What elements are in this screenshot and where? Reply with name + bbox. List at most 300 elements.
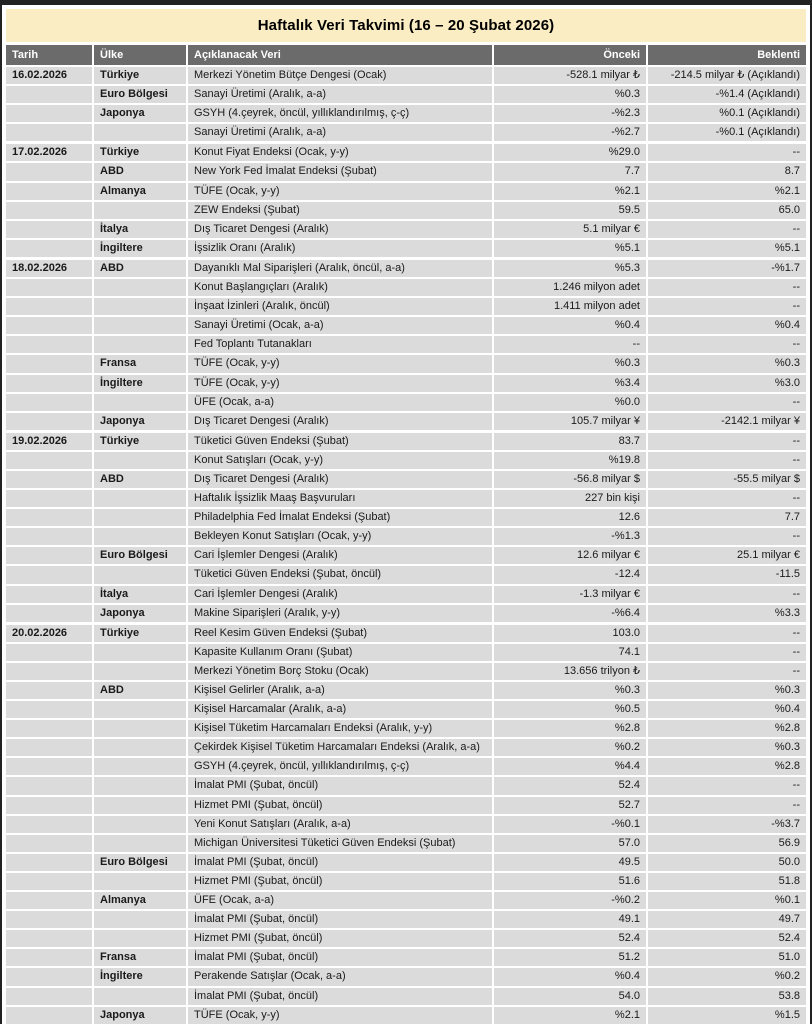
previous-cell: 54.0 bbox=[494, 988, 646, 1005]
previous-cell: %0.0 bbox=[494, 394, 646, 411]
previous-cell: 13.656 trilyon ₺ bbox=[494, 663, 646, 680]
country-cell bbox=[94, 988, 186, 1005]
table-row bbox=[6, 317, 806, 334]
country-cell bbox=[94, 701, 186, 718]
table-row bbox=[6, 797, 806, 814]
table-row bbox=[6, 509, 806, 526]
table-row bbox=[6, 663, 806, 680]
expectation-cell: -- bbox=[648, 625, 806, 642]
indicator-cell: TÜFE (Ocak, y-y) bbox=[188, 355, 492, 372]
country-cell bbox=[94, 124, 186, 141]
table-row bbox=[6, 124, 806, 141]
indicator-cell: Kişisel Tüketim Harcamaları Endeksi (Aralık, y-y) bbox=[188, 720, 492, 737]
date-cell bbox=[6, 298, 92, 315]
table-row bbox=[6, 911, 806, 928]
expectation-cell: -%0.1 (Açıklandı) bbox=[648, 124, 806, 141]
expectation-cell: -- bbox=[648, 777, 806, 794]
indicator-cell: İşsizlik Oranı (Aralık) bbox=[188, 240, 492, 257]
expectation-cell: 51.8 bbox=[648, 873, 806, 890]
country-cell: İtalya bbox=[94, 586, 186, 603]
country-cell bbox=[94, 394, 186, 411]
indicator-cell: New York Fed İmalat Endeksi (Şubat) bbox=[188, 163, 492, 180]
table-header-row bbox=[6, 45, 806, 65]
weekly-data-calendar-table bbox=[6, 45, 806, 1024]
indicator-cell: İmalat PMI (Şubat, öncül) bbox=[188, 854, 492, 871]
expectation-cell: -2142.1 milyar ¥ bbox=[648, 413, 806, 430]
previous-cell: -%0.2 bbox=[494, 892, 646, 909]
indicator-cell: Sanayi Üretimi (Aralık, a-a) bbox=[188, 86, 492, 103]
table-row bbox=[6, 586, 806, 603]
previous-cell: -12.4 bbox=[494, 566, 646, 583]
expectation-cell: -- bbox=[648, 490, 806, 507]
table-row bbox=[6, 183, 806, 200]
expectation-cell: %0.1 bbox=[648, 892, 806, 909]
indicator-cell: Dış Ticaret Dengesi (Aralık) bbox=[188, 413, 492, 430]
table-row bbox=[6, 1007, 806, 1024]
date-cell bbox=[6, 892, 92, 909]
date-cell bbox=[6, 949, 92, 966]
date-cell bbox=[6, 644, 92, 661]
table-row bbox=[6, 930, 806, 947]
indicator-cell: Sanayi Üretimi (Ocak, a-a) bbox=[188, 317, 492, 334]
previous-cell: 52.4 bbox=[494, 777, 646, 794]
expectation-cell: -214.5 milyar ₺ (Açıklandı) bbox=[648, 67, 806, 84]
indicator-cell: Kişisel Gelirler (Aralık, a-a) bbox=[188, 682, 492, 699]
expectation-cell: %0.3 bbox=[648, 739, 806, 756]
expectation-cell: 56.9 bbox=[648, 835, 806, 852]
previous-cell: %5.3 bbox=[494, 260, 646, 277]
expectation-cell: -- bbox=[648, 452, 806, 469]
country-cell: İngiltere bbox=[94, 968, 186, 985]
country-cell: Türkiye bbox=[94, 67, 186, 84]
date-cell bbox=[6, 586, 92, 603]
country-cell bbox=[94, 911, 186, 928]
indicator-cell: Sanayi Üretimi (Aralık, a-a) bbox=[188, 124, 492, 141]
country-cell: İngiltere bbox=[94, 240, 186, 257]
previous-cell: 83.7 bbox=[494, 433, 646, 450]
table-row bbox=[6, 240, 806, 257]
date-cell bbox=[6, 739, 92, 756]
table-row bbox=[6, 144, 806, 161]
indicator-cell: Haftalık İşsizlik Maaş Başvuruları bbox=[188, 490, 492, 507]
indicator-cell: Konut Başlangıçları (Aralık) bbox=[188, 279, 492, 296]
country-cell bbox=[94, 490, 186, 507]
indicator-cell: GSYH (4.çeyrek, öncül, yıllıklandırılmış, ç-ç) bbox=[188, 105, 492, 122]
country-cell bbox=[94, 816, 186, 833]
indicator-cell: GSYH (4.çeyrek, öncül, yıllıklandırılmış, ç-ç) bbox=[188, 758, 492, 775]
indicator-cell: TÜFE (Ocak, y-y) bbox=[188, 375, 492, 392]
country-cell bbox=[94, 566, 186, 583]
indicator-cell: Hizmet PMI (Şubat, öncül) bbox=[188, 873, 492, 890]
expectation-cell: 7.7 bbox=[648, 509, 806, 526]
table-row bbox=[6, 988, 806, 1005]
previous-cell: %4.4 bbox=[494, 758, 646, 775]
table-row bbox=[6, 625, 806, 642]
country-cell bbox=[94, 336, 186, 353]
expectation-cell: -- bbox=[648, 394, 806, 411]
table-row bbox=[6, 433, 806, 450]
expectation-cell: -- bbox=[648, 221, 806, 238]
previous-cell: %2.1 bbox=[494, 183, 646, 200]
previous-cell: 74.1 bbox=[494, 644, 646, 661]
indicator-cell: Perakende Satışlar (Ocak, a-a) bbox=[188, 968, 492, 985]
indicator-cell: ZEW Endeksi (Şubat) bbox=[188, 202, 492, 219]
indicator-cell: Çekirdek Kişisel Tüketim Harcamaları Endeksi (Aralık, a-a) bbox=[188, 739, 492, 756]
table-row bbox=[6, 490, 806, 507]
table-row bbox=[6, 298, 806, 315]
indicator-cell: Merkezi Yönetim Borç Stoku (Ocak) bbox=[188, 663, 492, 680]
country-cell: Japonya bbox=[94, 413, 186, 430]
previous-cell: -1.3 milyar € bbox=[494, 586, 646, 603]
expectation-cell: %0.3 bbox=[648, 682, 806, 699]
indicator-cell: Michigan Üniversitesi Tüketici Güven Endeksi (Şubat) bbox=[188, 835, 492, 852]
country-cell bbox=[94, 317, 186, 334]
previous-cell: %0.3 bbox=[494, 86, 646, 103]
date-cell bbox=[6, 930, 92, 947]
date-cell bbox=[6, 605, 92, 622]
table-row bbox=[6, 452, 806, 469]
date-cell bbox=[6, 682, 92, 699]
country-cell bbox=[94, 930, 186, 947]
date-cell bbox=[6, 452, 92, 469]
expectation-cell: -- bbox=[648, 433, 806, 450]
country-cell: Türkiye bbox=[94, 625, 186, 642]
expectation-cell: -11.5 bbox=[648, 566, 806, 583]
expectation-cell: 52.4 bbox=[648, 930, 806, 947]
indicator-cell: Tüketici Güven Endeksi (Şubat, öncül) bbox=[188, 566, 492, 583]
indicator-cell: Makine Siparişleri (Aralık, y-y) bbox=[188, 605, 492, 622]
previous-cell: -%2.7 bbox=[494, 124, 646, 141]
date-cell bbox=[6, 509, 92, 526]
expectation-cell: -- bbox=[648, 279, 806, 296]
indicator-cell: Hizmet PMI (Şubat, öncül) bbox=[188, 797, 492, 814]
country-cell: İtalya bbox=[94, 221, 186, 238]
table-row bbox=[6, 394, 806, 411]
column-header-tarih: Tarih bbox=[6, 45, 92, 65]
indicator-cell: İmalat PMI (Şubat, öncül) bbox=[188, 911, 492, 928]
date-cell: 18.02.2026 bbox=[6, 260, 92, 277]
date-cell bbox=[6, 701, 92, 718]
expectation-cell: %3.3 bbox=[648, 605, 806, 622]
country-cell: ABD bbox=[94, 471, 186, 488]
previous-cell: %19.8 bbox=[494, 452, 646, 469]
country-cell: Fransa bbox=[94, 949, 186, 966]
date-cell bbox=[6, 663, 92, 680]
country-cell bbox=[94, 777, 186, 794]
column-header-beklenti: Beklenti bbox=[648, 45, 806, 65]
date-cell: 17.02.2026 bbox=[6, 144, 92, 161]
previous-cell: 51.6 bbox=[494, 873, 646, 890]
previous-cell: 59.5 bbox=[494, 202, 646, 219]
expectation-cell: -- bbox=[648, 797, 806, 814]
date-cell bbox=[6, 105, 92, 122]
table-row bbox=[6, 279, 806, 296]
date-cell bbox=[6, 317, 92, 334]
table-body bbox=[6, 67, 806, 1024]
date-cell bbox=[6, 797, 92, 814]
country-cell: Almanya bbox=[94, 183, 186, 200]
previous-cell: 7.7 bbox=[494, 163, 646, 180]
country-cell bbox=[94, 758, 186, 775]
date-cell bbox=[6, 355, 92, 372]
date-cell bbox=[6, 835, 92, 852]
date-cell bbox=[6, 873, 92, 890]
country-cell bbox=[94, 739, 186, 756]
previous-cell: %2.1 bbox=[494, 1007, 646, 1024]
previous-cell: 1.411 milyon adet bbox=[494, 298, 646, 315]
table-row bbox=[6, 260, 806, 277]
country-cell bbox=[94, 202, 186, 219]
indicator-cell: İmalat PMI (Şubat, öncül) bbox=[188, 988, 492, 1005]
table-row bbox=[6, 105, 806, 122]
date-cell bbox=[6, 471, 92, 488]
previous-cell: 49.1 bbox=[494, 911, 646, 928]
table-row bbox=[6, 701, 806, 718]
date-cell: 20.02.2026 bbox=[6, 625, 92, 642]
expectation-cell: 65.0 bbox=[648, 202, 806, 219]
expectation-cell: -- bbox=[648, 298, 806, 315]
previous-cell: -%0.1 bbox=[494, 816, 646, 833]
country-cell: Türkiye bbox=[94, 433, 186, 450]
table-row bbox=[6, 202, 806, 219]
indicator-cell: Fed Toplantı Tutanakları bbox=[188, 336, 492, 353]
expectation-cell: %0.1 (Açıklandı) bbox=[648, 105, 806, 122]
country-cell: Japonya bbox=[94, 1007, 186, 1024]
country-cell: Japonya bbox=[94, 605, 186, 622]
date-cell bbox=[6, 816, 92, 833]
country-cell bbox=[94, 452, 186, 469]
indicator-cell: Reel Kesim Güven Endeksi (Şubat) bbox=[188, 625, 492, 642]
expectation-cell: -- bbox=[648, 336, 806, 353]
expectation-cell: 8.7 bbox=[648, 163, 806, 180]
date-cell bbox=[6, 758, 92, 775]
table-row bbox=[6, 968, 806, 985]
previous-cell: %5.1 bbox=[494, 240, 646, 257]
expectation-cell: 51.0 bbox=[648, 949, 806, 966]
date-cell bbox=[6, 413, 92, 430]
expectation-cell: -- bbox=[648, 528, 806, 545]
previous-cell: 103.0 bbox=[494, 625, 646, 642]
previous-cell: %3.4 bbox=[494, 375, 646, 392]
country-cell: Euro Bölgesi bbox=[94, 854, 186, 871]
previous-cell: %0.3 bbox=[494, 682, 646, 699]
indicator-cell: İmalat PMI (Şubat, öncül) bbox=[188, 949, 492, 966]
expectation-cell: 49.7 bbox=[648, 911, 806, 928]
expectation-cell: %0.4 bbox=[648, 317, 806, 334]
date-cell bbox=[6, 86, 92, 103]
title-bar bbox=[6, 9, 806, 42]
date-cell bbox=[6, 528, 92, 545]
date-cell bbox=[6, 854, 92, 871]
previous-cell: 51.2 bbox=[494, 949, 646, 966]
indicator-cell: TÜFE (Ocak, y-y) bbox=[188, 183, 492, 200]
indicator-cell: Dayanıklı Mal Siparişleri (Aralık, öncül, a-a) bbox=[188, 260, 492, 277]
previous-cell: -%1.3 bbox=[494, 528, 646, 545]
indicator-cell: Dış Ticaret Dengesi (Aralık) bbox=[188, 471, 492, 488]
table-row bbox=[6, 873, 806, 890]
table-row bbox=[6, 221, 806, 238]
date-cell: 19.02.2026 bbox=[6, 433, 92, 450]
indicator-cell: Dış Ticaret Dengesi (Aralık) bbox=[188, 221, 492, 238]
table-row bbox=[6, 86, 806, 103]
previous-cell: -%2.3 bbox=[494, 105, 646, 122]
expectation-cell: -- bbox=[648, 663, 806, 680]
table-row bbox=[6, 375, 806, 392]
indicator-cell: ÜFE (Ocak, a-a) bbox=[188, 394, 492, 411]
previous-cell: -528.1 milyar ₺ bbox=[494, 67, 646, 84]
table-row bbox=[6, 566, 806, 583]
country-cell: Almanya bbox=[94, 892, 186, 909]
previous-cell: 12.6 milyar € bbox=[494, 547, 646, 564]
indicator-cell: Tüketici Güven Endeksi (Şubat) bbox=[188, 433, 492, 450]
country-cell: Fransa bbox=[94, 355, 186, 372]
table-row bbox=[6, 163, 806, 180]
date-cell bbox=[6, 336, 92, 353]
indicator-cell: Cari İşlemler Dengesi (Aralık) bbox=[188, 547, 492, 564]
expectation-cell: %0.2 bbox=[648, 968, 806, 985]
expectation-cell: 25.1 milyar € bbox=[648, 547, 806, 564]
date-cell bbox=[6, 124, 92, 141]
column-header-ulke: Ülke bbox=[94, 45, 186, 65]
date-cell bbox=[6, 183, 92, 200]
indicator-cell: TÜFE (Ocak, y-y) bbox=[188, 1007, 492, 1024]
indicator-cell: ÜFE (Ocak, a-a) bbox=[188, 892, 492, 909]
country-cell bbox=[94, 873, 186, 890]
expectation-cell: -%3.7 bbox=[648, 816, 806, 833]
page-title: Haftalık Veri Takvimi (16 – 20 Şubat 2026) bbox=[257, 17, 555, 34]
date-cell bbox=[6, 547, 92, 564]
indicator-cell: Bekleyen Konut Satışları (Ocak, y-y) bbox=[188, 528, 492, 545]
country-cell: ABD bbox=[94, 682, 186, 699]
indicator-cell: Konut Satışları (Ocak, y-y) bbox=[188, 452, 492, 469]
date-cell bbox=[6, 490, 92, 507]
expectation-cell: %0.3 bbox=[648, 355, 806, 372]
date-cell: 16.02.2026 bbox=[6, 67, 92, 84]
date-cell bbox=[6, 221, 92, 238]
expectation-cell: -%1.4 (Açıklandı) bbox=[648, 86, 806, 103]
country-cell bbox=[94, 835, 186, 852]
country-cell: ABD bbox=[94, 163, 186, 180]
indicator-cell: Konut Fiyat Endeksi (Ocak, y-y) bbox=[188, 144, 492, 161]
table-row bbox=[6, 67, 806, 84]
expectation-cell: 53.8 bbox=[648, 988, 806, 1005]
previous-cell: %0.4 bbox=[494, 317, 646, 334]
indicator-cell: Kişisel Harcamalar (Aralık, a-a) bbox=[188, 701, 492, 718]
table-row bbox=[6, 777, 806, 794]
expectation-cell: -- bbox=[648, 144, 806, 161]
expectation-cell: -- bbox=[648, 644, 806, 661]
date-cell bbox=[6, 968, 92, 985]
previous-cell: 5.1 milyar € bbox=[494, 221, 646, 238]
previous-cell: %29.0 bbox=[494, 144, 646, 161]
expectation-cell: %3.0 bbox=[648, 375, 806, 392]
table-row bbox=[6, 739, 806, 756]
table-row bbox=[6, 605, 806, 622]
date-cell bbox=[6, 394, 92, 411]
table-row bbox=[6, 682, 806, 699]
expectation-cell: %2.1 bbox=[648, 183, 806, 200]
table-row bbox=[6, 413, 806, 430]
country-cell bbox=[94, 298, 186, 315]
indicator-cell: İmalat PMI (Şubat, öncül) bbox=[188, 777, 492, 794]
date-cell bbox=[6, 988, 92, 1005]
previous-cell: 52.4 bbox=[494, 930, 646, 947]
previous-cell: %0.3 bbox=[494, 355, 646, 372]
country-cell bbox=[94, 528, 186, 545]
previous-cell: -- bbox=[494, 336, 646, 353]
previous-cell: 1.246 milyon adet bbox=[494, 279, 646, 296]
date-cell bbox=[6, 720, 92, 737]
indicator-cell: Hizmet PMI (Şubat, öncül) bbox=[188, 930, 492, 947]
indicator-cell: İnşaat İzinleri (Aralık, öncül) bbox=[188, 298, 492, 315]
indicator-cell: Yeni Konut Satışları (Aralık, a-a) bbox=[188, 816, 492, 833]
previous-cell: -%6.4 bbox=[494, 605, 646, 622]
indicator-cell: Philadelphia Fed İmalat Endeksi (Şubat) bbox=[188, 509, 492, 526]
previous-cell: %2.8 bbox=[494, 720, 646, 737]
previous-cell: %0.4 bbox=[494, 968, 646, 985]
expectation-cell: %5.1 bbox=[648, 240, 806, 257]
indicator-cell: Kapasite Kullanım Oranı (Şubat) bbox=[188, 644, 492, 661]
expectation-cell: %2.8 bbox=[648, 758, 806, 775]
date-cell bbox=[6, 202, 92, 219]
previous-cell: 105.7 milyar ¥ bbox=[494, 413, 646, 430]
date-cell bbox=[6, 1007, 92, 1024]
expectation-cell: -55.5 milyar $ bbox=[648, 471, 806, 488]
table-row bbox=[6, 835, 806, 852]
date-cell bbox=[6, 375, 92, 392]
table-row bbox=[6, 758, 806, 775]
table-row bbox=[6, 892, 806, 909]
country-cell: ABD bbox=[94, 260, 186, 277]
table-row bbox=[6, 854, 806, 871]
country-cell bbox=[94, 279, 186, 296]
country-cell bbox=[94, 509, 186, 526]
indicator-cell: Cari İşlemler Dengesi (Aralık) bbox=[188, 586, 492, 603]
date-cell bbox=[6, 279, 92, 296]
table-row bbox=[6, 528, 806, 545]
previous-cell: %0.2 bbox=[494, 739, 646, 756]
previous-cell: 52.7 bbox=[494, 797, 646, 814]
previous-cell: 12.6 bbox=[494, 509, 646, 526]
date-cell bbox=[6, 911, 92, 928]
expectation-cell: %2.8 bbox=[648, 720, 806, 737]
country-cell: Euro Bölgesi bbox=[94, 86, 186, 103]
column-header-onceki: Önceki bbox=[494, 45, 646, 65]
previous-cell: 57.0 bbox=[494, 835, 646, 852]
table-row bbox=[6, 471, 806, 488]
table-row bbox=[6, 355, 806, 372]
table-row bbox=[6, 547, 806, 564]
date-cell bbox=[6, 163, 92, 180]
previous-cell: -56.8 milyar $ bbox=[494, 471, 646, 488]
column-header-aciklanacak-veri: Açıklanacak Veri bbox=[188, 45, 492, 65]
country-cell bbox=[94, 663, 186, 680]
date-cell bbox=[6, 240, 92, 257]
table-row bbox=[6, 644, 806, 661]
expectation-cell: -- bbox=[648, 586, 806, 603]
table-row bbox=[6, 949, 806, 966]
expectation-cell: %0.4 bbox=[648, 701, 806, 718]
date-cell bbox=[6, 777, 92, 794]
country-cell: Türkiye bbox=[94, 144, 186, 161]
date-cell bbox=[6, 566, 92, 583]
table-row bbox=[6, 816, 806, 833]
country-cell: Japonya bbox=[94, 105, 186, 122]
country-cell bbox=[94, 797, 186, 814]
table-row bbox=[6, 720, 806, 737]
previous-cell: %0.5 bbox=[494, 701, 646, 718]
country-cell: İngiltere bbox=[94, 375, 186, 392]
